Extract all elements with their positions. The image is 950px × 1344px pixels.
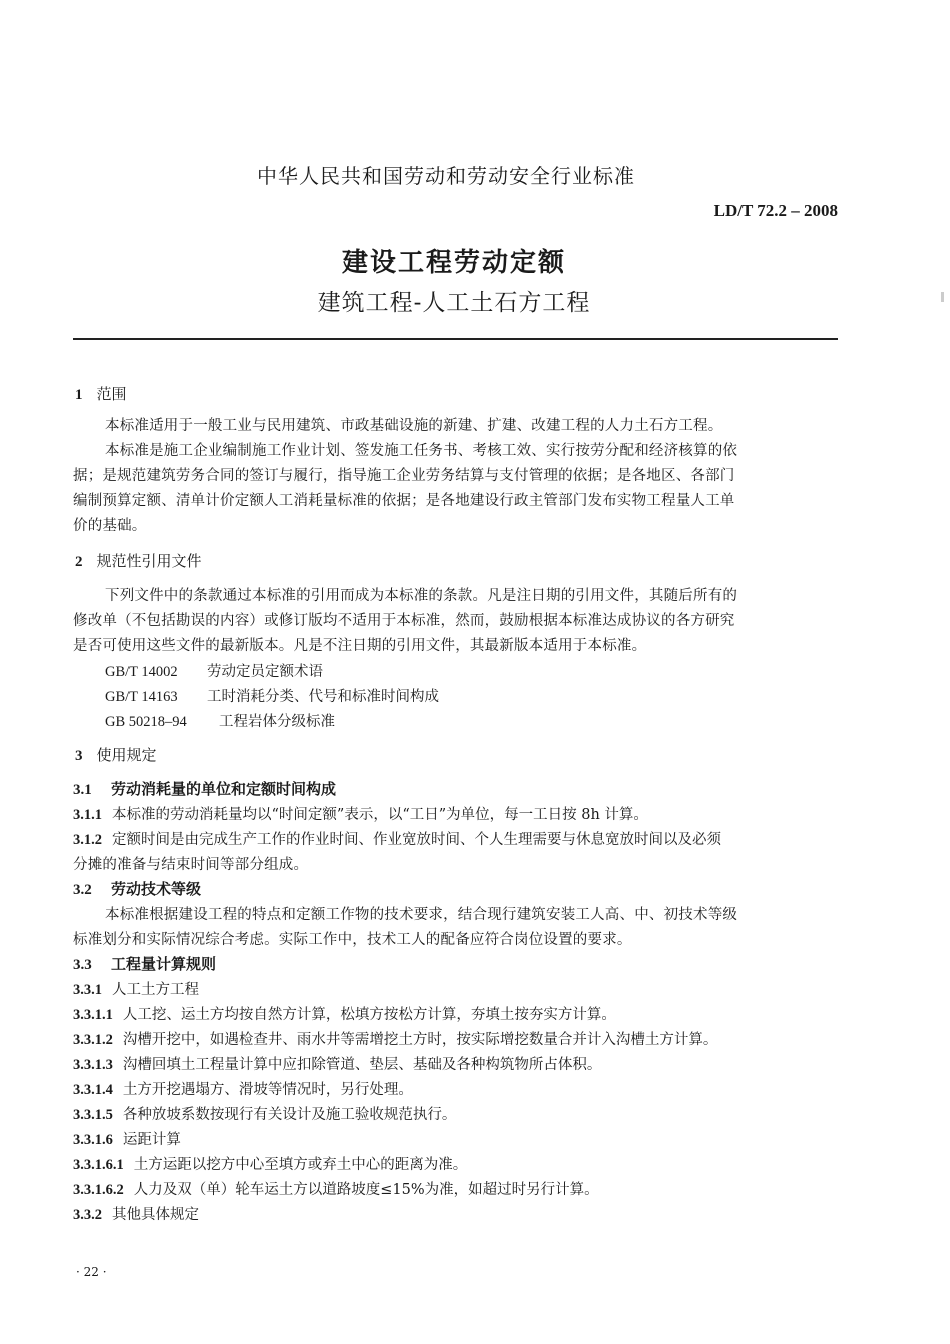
paragraph-line: 标准划分和实际情况综合考虑。实际工作中，技术工人的配备应符合岗位设置的要求。 — [73, 932, 632, 948]
subsection-number: 3.2 — [73, 882, 92, 898]
reference-code: GB/T 14002 — [105, 664, 178, 680]
clause-3-3-1-4 — [73, 1078, 413, 1099]
clause-number: 3.3.2 — [73, 1207, 102, 1223]
subsection-title: 工程量计算规则 — [111, 955, 217, 973]
clause-number: 3.3.1.6 — [73, 1132, 113, 1148]
clause-number: 3.3.1 — [73, 982, 102, 998]
section-title: 规范性引用文件 — [96, 552, 202, 570]
clause-text: 定额时间是由完成生产工作的作业时间、作业宽放时间、个人生理需要与休息宽放时间以及必须 — [112, 832, 721, 848]
standard-category-header: 中华人民共和国劳动和劳动安全行业标准 — [257, 164, 635, 188]
clause-number: 3.3.1.1 — [73, 1007, 113, 1023]
paragraph-line: 本标准根据建设工程的特点和定额工作物的技术要求，结合现行建筑安装工人高、中、初技术等级 — [105, 907, 738, 923]
paragraph-line: 据；是规范建筑劳务合同的签订与履行，指导施工企业劳务结算与支付管理的依据；是各地区、各部门 — [73, 468, 735, 484]
paragraph-line: 编制预算定额、清单计价定额人工消耗量标准的依据；是各地建设行政主管部门发布实物工程量人工单 — [73, 493, 735, 509]
subsection-3-3-heading — [73, 953, 216, 974]
paragraph-line: 分摊的准备与结束时间等部分组成。 — [73, 857, 309, 873]
subsection-title: 劳动技术等级 — [111, 880, 202, 898]
clause-3-3-1-6-1 — [73, 1153, 467, 1174]
subsection-3-2-heading — [73, 878, 201, 899]
clause-text: 其他具体规定 — [112, 1207, 199, 1223]
clause-number: 3.1.2 — [73, 832, 102, 848]
normative-reference — [105, 685, 439, 706]
clause-text: 运距计算 — [122, 1132, 181, 1148]
section-3-heading — [75, 744, 157, 765]
document-title: 建设工程劳动定额 — [341, 248, 566, 278]
clause-3-3-1-3 — [73, 1053, 601, 1074]
subsection-number: 3.1 — [73, 782, 92, 798]
clause-text: 各种放坡系数按现行有关设计及施工验收规范执行。 — [122, 1107, 457, 1123]
clause-number: 3.3.1.5 — [73, 1107, 113, 1123]
reference-title: 工时消耗分类、代号和标准时间构成 — [207, 689, 439, 705]
section-title: 范围 — [96, 385, 127, 403]
clause-3-3-2 — [73, 1203, 199, 1224]
clause-text: 土方运距以挖方中心至填方或弃土中心的距离为准。 — [133, 1157, 468, 1173]
section-number: 3 — [75, 748, 83, 764]
paragraph-line: 下列文件中的条款通过本标准的引用而成为本标准的条款。凡是注日期的引用文件，其随后所有的 — [105, 588, 738, 604]
normative-reference — [105, 660, 323, 681]
standard-code: LD/T 72.2 – 2008 — [713, 201, 838, 220]
clause-number: 3.3.1.6.1 — [73, 1157, 124, 1173]
section-number: 1 — [75, 387, 83, 403]
section-2-heading — [75, 550, 202, 571]
clause-text: 土方开挖遇塌方、滑坡等情况时，另行处理。 — [122, 1082, 413, 1098]
clause-text: 人工挖、运土方均按自然方计算，松填方按松方计算，夯填土按夯实方计算。 — [122, 1007, 616, 1023]
clause-text: 沟槽回填土工程量计算中应扣除管道、垫层、基础及各种构筑物所占体积。 — [122, 1057, 602, 1073]
clause-3-3-1-2 — [73, 1028, 717, 1049]
paragraph-line: 修改单（不包括勘误的内容）或修订版均不适用于本标准，然而，鼓励根据本标准达成协议的各方研究 — [73, 613, 735, 629]
reference-title: 工程岩体分级标准 — [219, 714, 335, 730]
clause-3-3-1-6 — [73, 1128, 181, 1149]
clause-number: 3.3.1.6.2 — [73, 1182, 124, 1198]
paragraph-line: 本标准适用于一般工业与民用建筑、市政基础设施的新建、扩建、改建工程的人力土石方工程。 — [105, 418, 723, 434]
scan-margin-mark — [941, 292, 944, 302]
paragraph-line: 本标准是施工企业编制施工作业计划、签发施工任务书、考核工效、实行按劳分配和经济核算的依 — [105, 443, 738, 459]
clause-number: 3.3.1.3 — [73, 1057, 113, 1073]
reference-code: GB/T 14163 — [105, 689, 178, 705]
clause-text: 人工土方工程 — [112, 982, 199, 998]
subsection-3-1-heading — [73, 778, 336, 799]
section-title: 使用规定 — [96, 746, 157, 764]
page-number: · 22 · — [76, 1265, 107, 1279]
section-number: 2 — [75, 554, 83, 570]
paragraph-line: 价的基础。 — [73, 518, 147, 534]
section-1-heading — [75, 383, 127, 404]
paragraph-line: 是否可使用这些文件的最新版本。凡是不注日期的引用文件，其最新版本适用于本标准。 — [73, 638, 647, 654]
normative-reference — [105, 710, 335, 731]
clause-number: 3.1.1 — [73, 807, 102, 823]
header-divider — [73, 338, 838, 340]
reference-title: 劳动定员定额术语 — [207, 664, 323, 680]
clause-number: 3.3.1.4 — [73, 1082, 113, 1098]
clause-3-3-1 — [73, 978, 199, 999]
clause-text: 人力及双（单）轮车运土方以道路坡度≤15%为准，如超过时另行计算。 — [133, 1182, 599, 1198]
clause-3-3-1-6-2 — [73, 1178, 599, 1199]
reference-code: GB 50218–94 — [105, 714, 187, 730]
clause-text: 沟槽开挖中，如遇检查井、雨水井等需增挖土方时，按实际增挖数量合并计入沟槽土方计算。 — [122, 1032, 718, 1048]
clause-3-3-1-5 — [73, 1103, 456, 1124]
clause-3-1-2 — [73, 828, 721, 849]
subsection-number: 3.3 — [73, 957, 92, 973]
subsection-title: 劳动消耗量的单位和定额时间构成 — [111, 780, 337, 798]
clause-3-3-1-1 — [73, 1003, 616, 1024]
clause-number: 3.3.1.2 — [73, 1032, 113, 1048]
document-subtitle: 建筑工程-人工土石方工程 — [317, 290, 591, 316]
clause-3-1-1 — [73, 803, 648, 824]
clause-text: 本标准的劳动消耗量均以“时间定额”表示，以“工日”为单位，每一工日按 8h 计算。 — [112, 807, 648, 823]
